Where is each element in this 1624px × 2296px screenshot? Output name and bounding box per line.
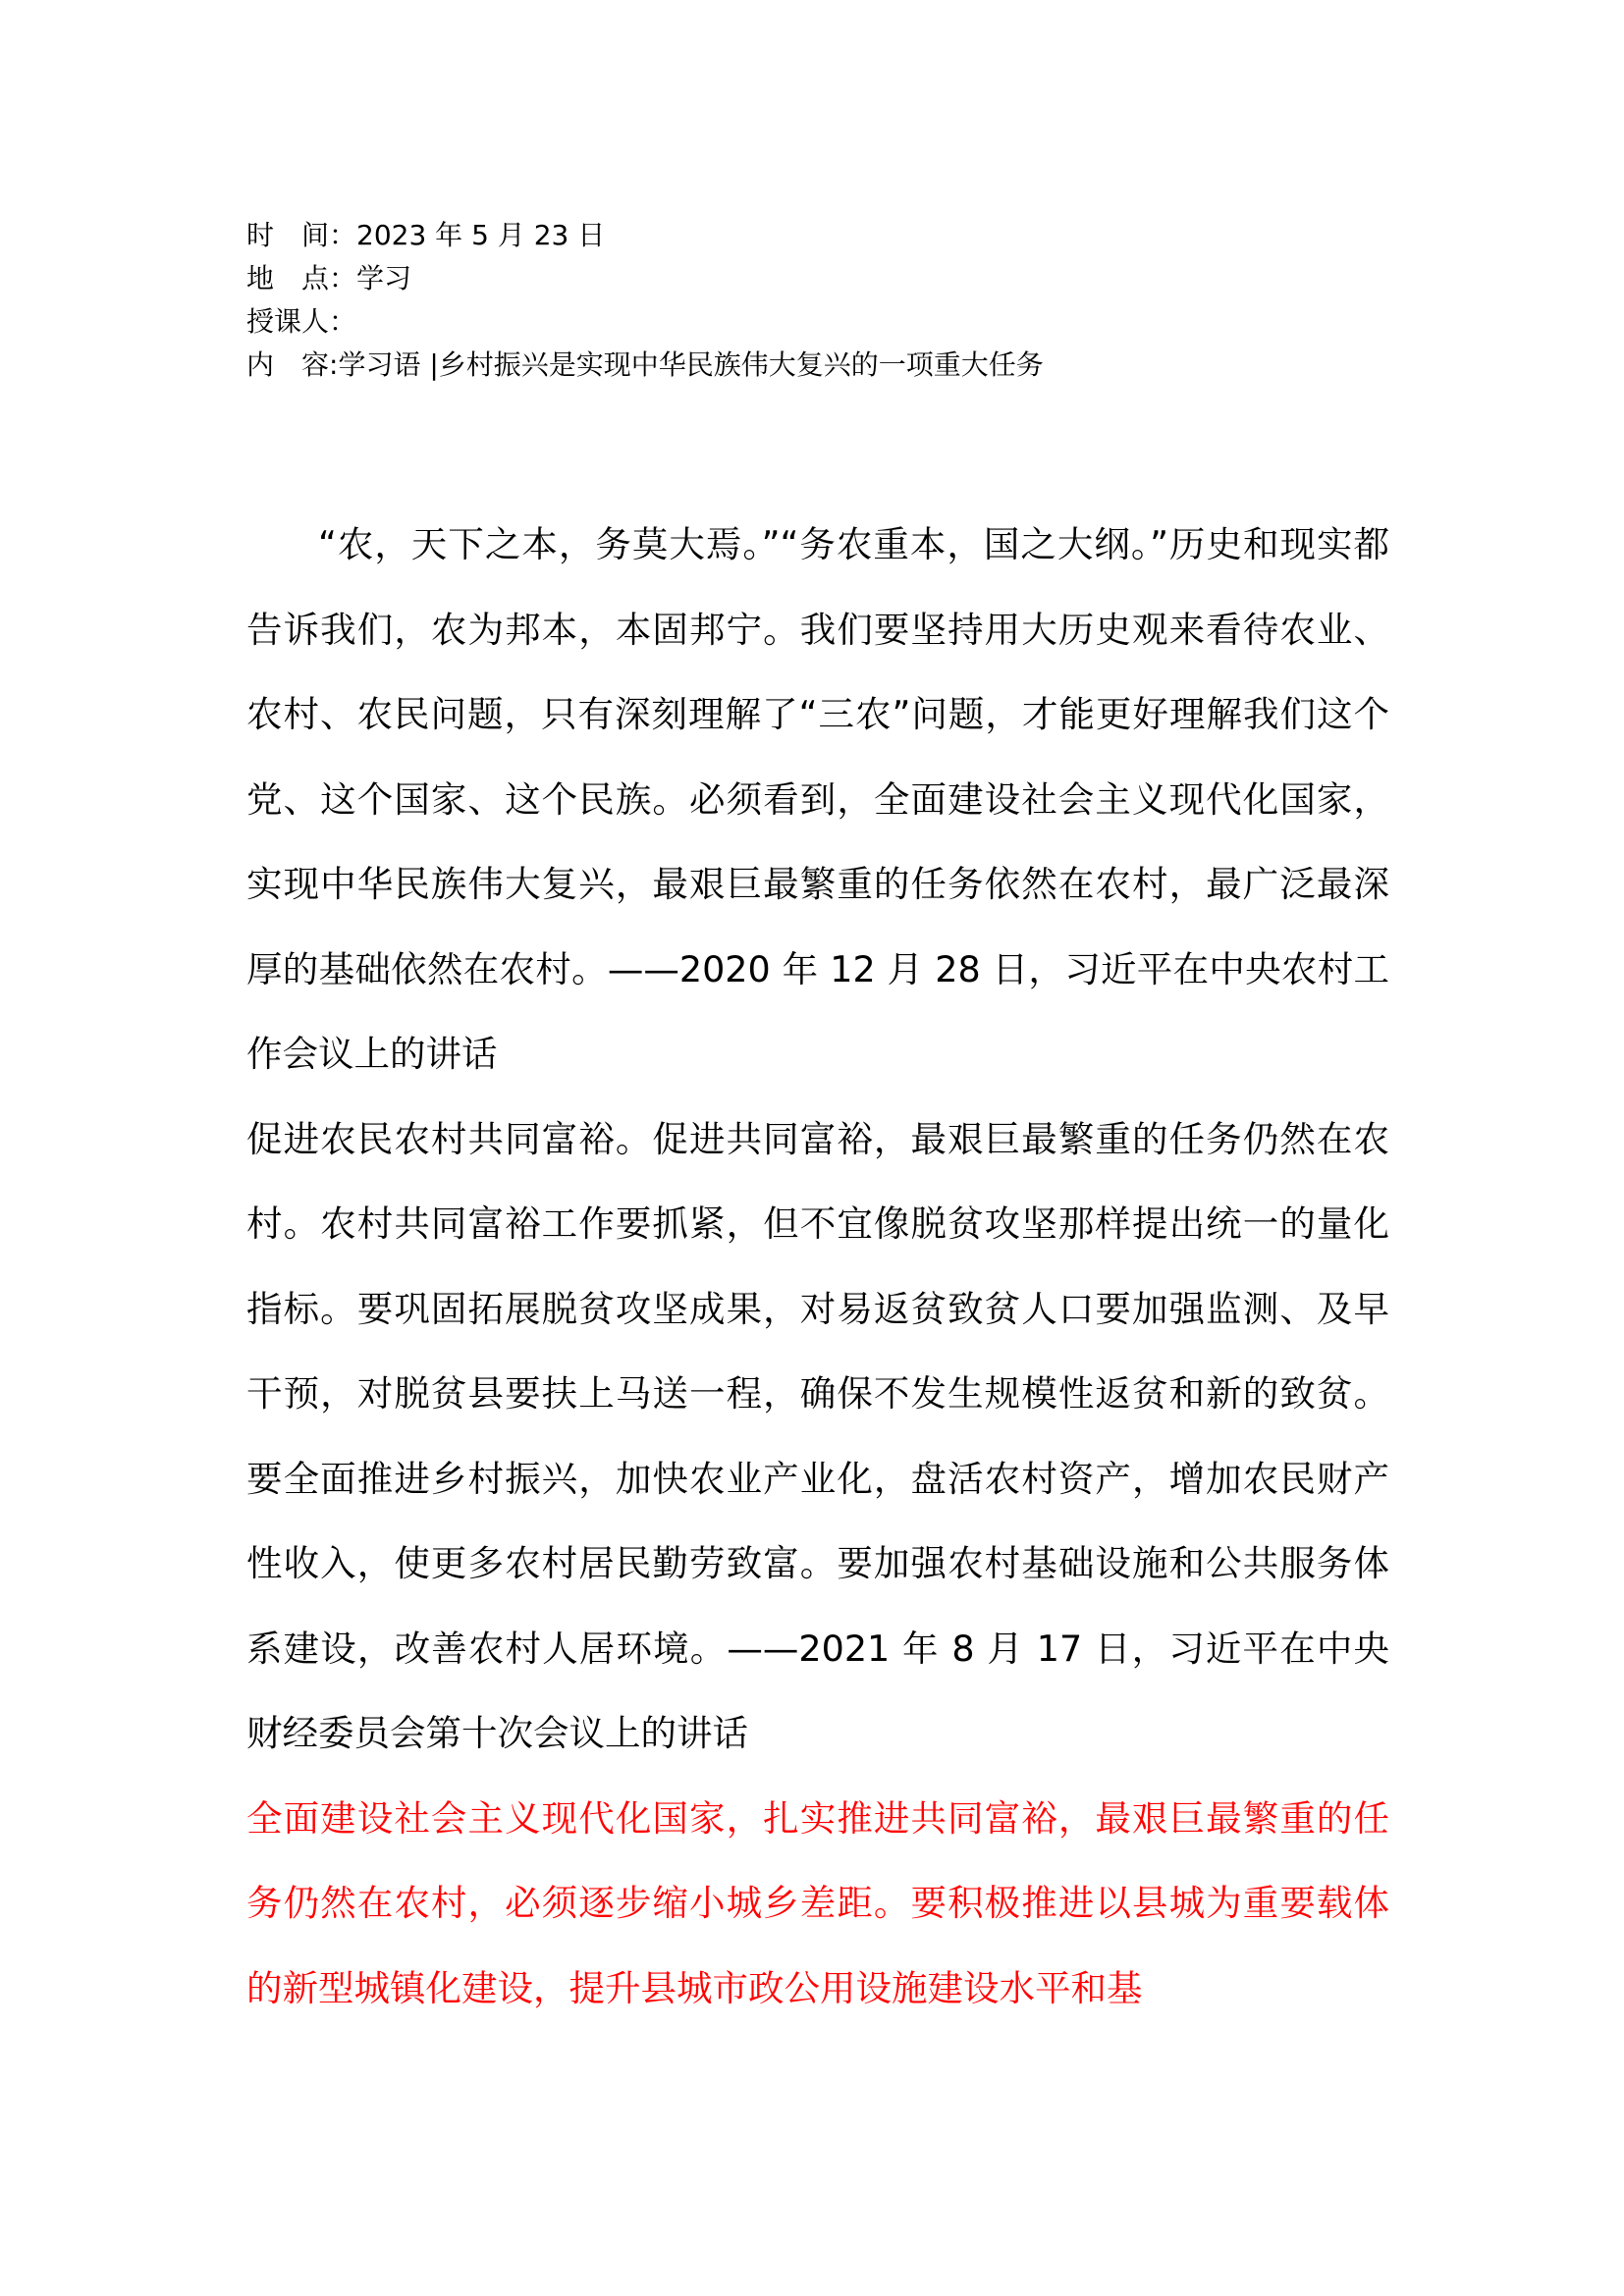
place-row — [246, 257, 1405, 300]
lecturer-label: 授课人： — [246, 305, 357, 338]
time-value: 2023 年 5 月 23 日 — [356, 219, 606, 251]
content-value: 学习语 |乡村振兴是实现中华民族伟大复兴的一项重大任务 — [338, 348, 1044, 381]
content-label: 内 容: — [246, 348, 339, 381]
time-label: 时 间： — [246, 219, 357, 251]
paragraph-2: 促进农民农村共同富裕。促进共同富裕，最艰巨最繁重的任务仍然在农村。农村共同富裕工作要抓紧，但不宜像脱贫攻坚那样提出统一的量化指标。要巩固拓展脱贫攻坚成果，对易返贫致贫人口要加强监测、及早干预，对脱贫县要扶上马送一程，确保不发生规模性返贫和新的致贫。要全面推进乡村振兴，加快农业产业化，盘活农村资产，增加农民财产性收入，使更多农村居民勤劳致富。要加强农村基础设施和公共服务体系建设，改善农村人居环境。——2021 年 8 月 17 日，习近平在中央财经委员会第十次会议上的讲话 — [246, 1117, 1389, 1754]
content-row — [246, 344, 1405, 387]
paragraph-3-highlighted: 全面建设社会主义现代化国家，扎实推进共同富裕，最艰巨最繁重的任务仍然在农村，必须逐步缩小城乡差距。要积极推进以县城为重要载体的新型城镇化建设，提升县城市政公用设施建设水平和基 — [246, 1796, 1389, 2009]
document-body — [246, 503, 1389, 2031]
lecture-info-header — [246, 214, 1405, 387]
lecturer-row — [246, 300, 1405, 344]
place-label: 地 点： — [246, 262, 357, 294]
paragraph-1: “农，天下之本，务莫大焉。”“务农重本，国之大纲。”历史和现实都告诉我们，农为邦本，本固邦宁。我们要坚持用大历史观来看待农业、农村、农民问题，只有深刻理解了“三农”问题，才能更好理解我们这个党、这个国家、这个民族。必须看到，全面建设社会主义现代化国家，实现中华民族伟大复兴，最艰巨最繁重的任务依然在农村，最广泛最深厚的基础依然在农村。——2020 年 12 月 28 日，习近平在中央农村工作会议上的讲话 — [246, 523, 1389, 1075]
time-row — [246, 214, 1405, 257]
place-value: 学习 — [356, 262, 412, 294]
